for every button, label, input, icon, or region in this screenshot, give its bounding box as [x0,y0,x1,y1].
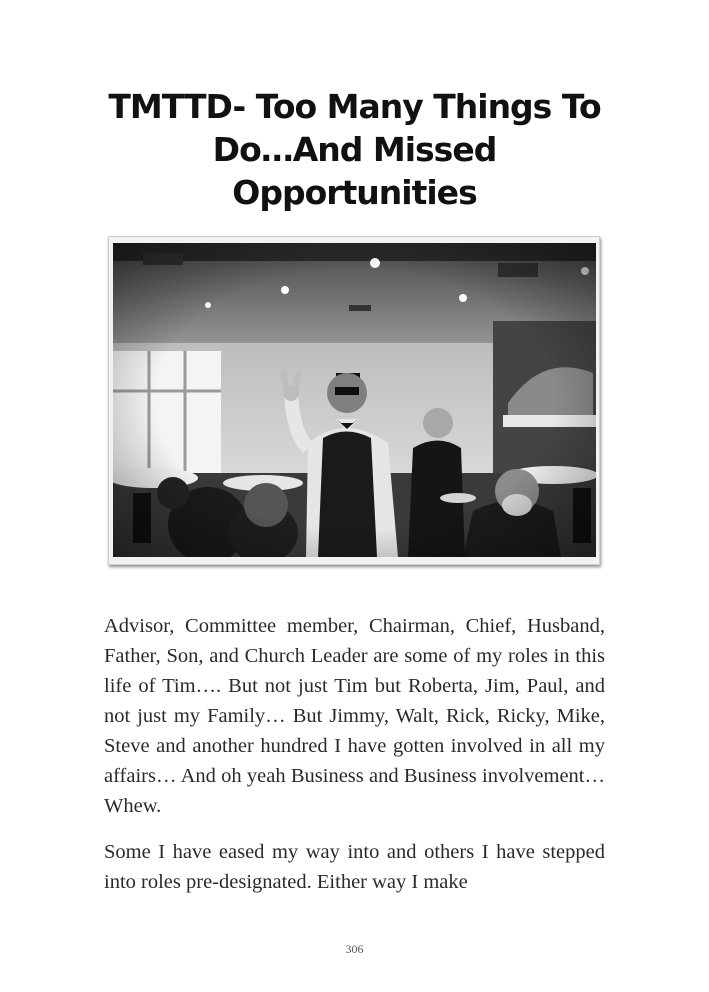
paragraph-2: Some I have eased my way into and others I have stepped into roles pre-designated. Either way I make [104,841,605,893]
banquet-photo [113,243,596,557]
paragraph-1: Advisor, Committee member, Chairman, Chief, Husband, Father, Son, and Church Leader are some of my roles in this life of Tim…. But not just Tim but Roberta, Jim, Paul, and not just my Family… But Jimmy, Walt, Rick, Ricky, Mike, Steve and another hundred I have gotten involved in all my affairs… And oh yeah Business and Business involvement… Whew. [104,615,605,817]
page-number: 306 [345,942,364,956]
body-text [104,611,605,913]
photo-frame [108,236,600,565]
page-title: TMTTD- Too Many Things To Do…And Missed Opportunities [108,87,601,212]
